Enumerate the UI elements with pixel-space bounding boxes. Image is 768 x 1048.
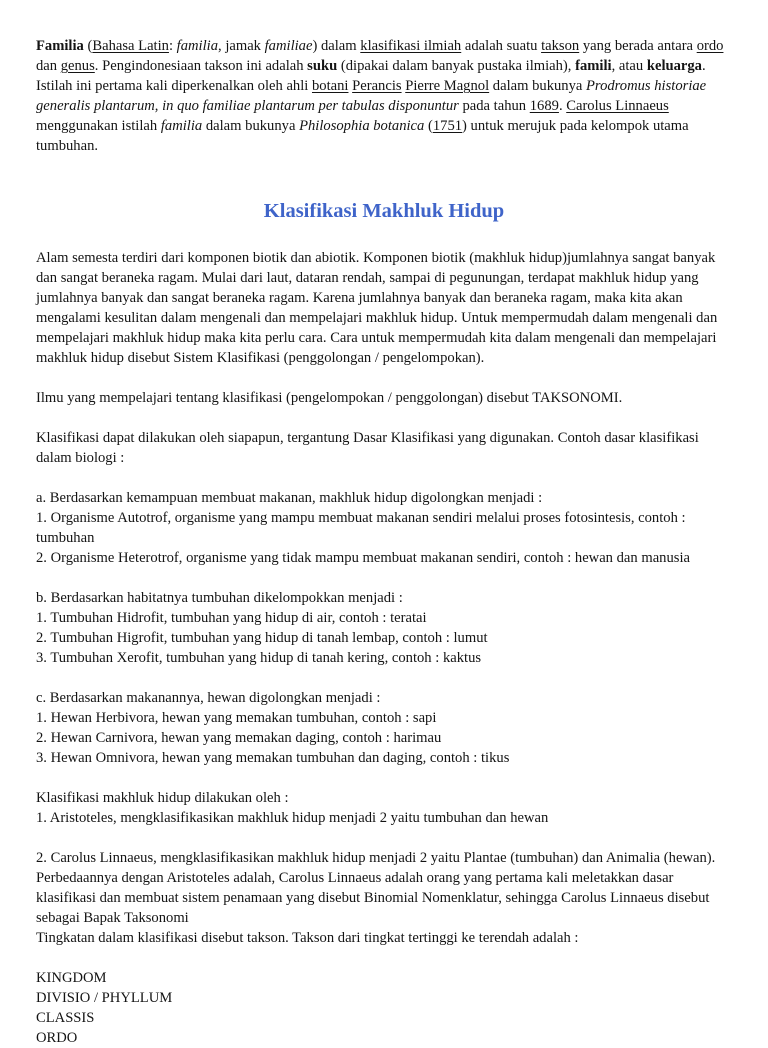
text: .: [558, 98, 567, 114]
book-title-philosophia-botanica: Philosophia botanica: [299, 118, 425, 134]
section-c-title: c. Berdasarkan makanannya, hewan digolongkan menjadi :: [36, 690, 381, 706]
paragraph-taksonomi: Ilmu yang mempelajari tentang klasifikasi (pengelompokan / penggolongan) disebut TAKSONOMI.: [36, 390, 623, 406]
list-item: 1. Organisme Autotrof, organisme yang mampu membuat makanan sendiri melalui proses fotosintesis, contoh : tumbuhan: [36, 510, 686, 546]
term-keluarga: keluarga: [646, 58, 702, 74]
list-item: 1. Tumbuhan Hidrofit, tumbuhan yang hidup di air, contoh : teratai: [36, 610, 427, 626]
text: dan: [36, 58, 61, 74]
list-item: 2. Organisme Heterotrof, organisme yang tidak mampu membuat makanan sendiri, contoh : hewan dan manusia: [36, 550, 690, 566]
link-klasifikasi-ilmiah[interactable]: klasifikasi ilmiah: [360, 38, 462, 54]
text: . Pengindonesiaan takson ini adalah: [94, 58, 308, 74]
list-item: 2. Tumbuhan Higrofit, tumbuhan yang hidup di tanah lembap, contoh : lumut: [36, 630, 488, 646]
list-item: 1. Hewan Herbivora, hewan yang memakan tumbuhan, contoh : sapi: [36, 710, 437, 726]
link-1751[interactable]: 1751: [432, 118, 463, 134]
text: dalam bukunya: [489, 78, 587, 94]
link-takson[interactable]: takson: [541, 38, 580, 54]
text: (: [424, 118, 433, 134]
link-pierre-magnol[interactable]: Pierre Magnol: [405, 78, 490, 94]
section-b-title: b. Berdasarkan habitatnya tumbuhan dikelompokkan menjadi :: [36, 590, 403, 606]
link-carolus-linnaeus[interactable]: Carolus Linnaeus: [566, 98, 669, 114]
text: (: [83, 38, 93, 54]
text: pada tahun: [458, 98, 530, 114]
paragraph-alam-semesta: Alam semesta terdiri dari komponen biotik dan abiotik. Komponen biotik (makhluk hidup)jumlahnya sangat banyak dan sangat beraneka ragam. Mulai dari laut, dataran rendah, sampai di pegunungan, terdapat makhluk hidup yang jumlahnya banyak dan sangat beraneka ragam. Karena jumlahnya banyak dan beraneka ragam, maka kita akan mengalami kesulitan dalam mengenali dan mempelajari makhluk hidup. Untuk mempermudah dalam mengenali dan mempelajari makhluk hidup maka kita perlu cara. Cara untuk mempermudah kita dalam mengenali dan mempelajari makhluk hidup disebut Sistem Klasifikasi (penggolongan / pengelompokan).: [36, 250, 718, 366]
section-heading: Klasifikasi Makhluk Hidup: [263, 200, 505, 222]
text-italic: familiae: [264, 38, 313, 54]
term-famili: famili: [575, 58, 612, 74]
text: . Istilah ini pertama kali diperkenalkan oleh ahli: [36, 58, 706, 94]
text-italic: familia: [160, 118, 203, 134]
list-item: 3. Tumbuhan Xerofit, tumbuhan yang hidup di tanah kering, contoh : kaktus: [36, 650, 482, 666]
link-botani[interactable]: botani: [311, 78, 349, 94]
list-item-linnaeus: 2. Carolus Linnaeus, mengklasifikasikan makhluk hidup menjadi 2 yaitu Plantae (tumbuhan) dan Animalia (hewan). Perbedaannya dengan Aristoteles adalah, Carolus Linnaeus adalah orang yang pertama kali meletakkan dasar klasifikasi dan membuat sistem penamaan yang disebut Binomial Nomenklatur, sehingga Carolus Linnaeus disebut sebagai Bapak Taksonomi: [36, 850, 716, 926]
text: ) dalam: [312, 38, 361, 54]
paragraph-dasar-klasifikasi: Klasifikasi dapat dilakukan oleh siapapun, tergantung Dasar Klasifikasi yang digunakan. Contoh dasar klasifikasi dalam biologi :: [36, 430, 699, 466]
list-item-aristoteles: 1. Aristoteles, mengklasifikasikan makhluk hidup menjadi 2 yaitu tumbuhan dan hewan: [36, 810, 549, 826]
term-familia: Familia: [36, 38, 84, 54]
text: adalah suatu: [461, 38, 542, 54]
paragraph-tingkatan: Tingkatan dalam klasifikasi disebut takson. Takson dari tingkat tertinggi ke terendah adalah :: [36, 930, 579, 946]
text: , atau: [611, 58, 647, 74]
link-ordo[interactable]: ordo: [696, 38, 724, 54]
link-1689[interactable]: 1689: [529, 98, 559, 114]
link-perancis[interactable]: Perancis: [352, 78, 402, 94]
term-suku: suku: [307, 58, 338, 74]
list-item: 3. Hewan Omnivora, hewan yang memakan tumbuhan dan daging, contoh : tikus: [36, 750, 510, 766]
link-genus[interactable]: genus: [60, 58, 95, 74]
intro-paragraph: [36, 36, 732, 156]
text: menggunakan istilah: [36, 118, 161, 134]
section-oleh-title: Klasifikasi makhluk hidup dilakukan oleh :: [36, 790, 289, 806]
rank-divisio: DIVISIO / PHYLLUM: [36, 990, 173, 1006]
link-bahasa-latin[interactable]: Bahasa Latin: [92, 38, 169, 54]
text: dalam bukunya: [202, 118, 300, 134]
text: ) untuk merujuk pada kelompok utama tumbuhan.: [36, 118, 689, 154]
text: :: [168, 38, 177, 54]
text: , jamak: [218, 38, 265, 54]
text: yang berada antara: [579, 38, 697, 54]
section-a-title: a. Berdasarkan kemampuan membuat makanan, makhluk hidup digolongkan menjadi :: [36, 490, 543, 506]
book-title-prodromus: Prodromus historiae generalis plantarum, in quo familiae plantarum per tabulas disponuntur: [36, 78, 707, 114]
list-item: 2. Hewan Carnivora, hewan yang memakan daging, contoh : harimau: [36, 730, 442, 746]
rank-ordo: ORDO: [36, 1030, 78, 1046]
text: (dipakai dalam banyak pustaka ilmiah),: [337, 58, 576, 74]
text-italic: familia: [176, 38, 219, 54]
rank-kingdom: KINGDOM: [36, 970, 107, 986]
rank-classis: CLASSIS: [36, 1010, 95, 1026]
